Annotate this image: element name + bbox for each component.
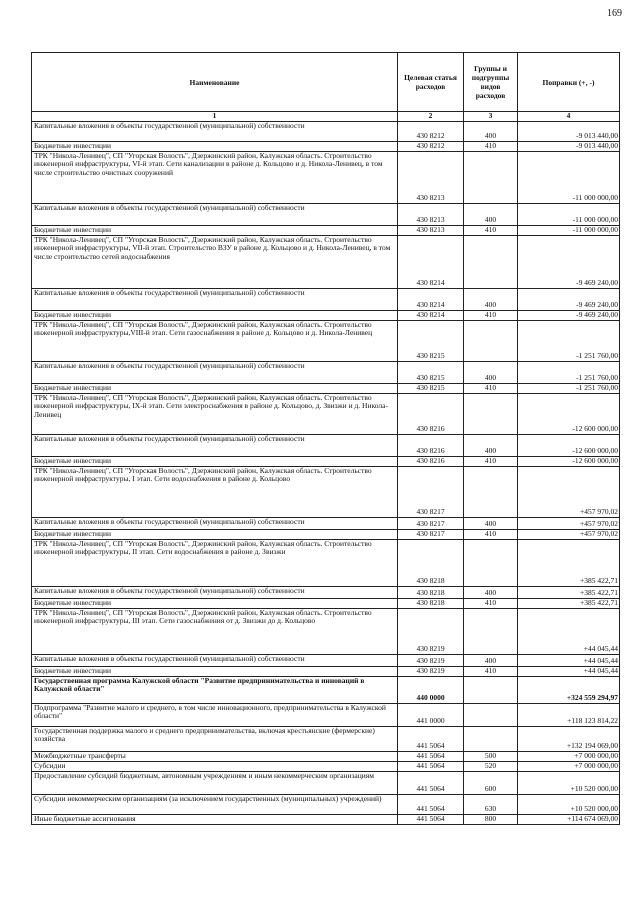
column-number-row (32, 112, 620, 122)
row-code-cell: 430 8219 (398, 608, 464, 654)
page-number: 169 (607, 8, 622, 19)
row-group-cell: 410 (464, 529, 518, 539)
row-group-cell: 400 (464, 203, 518, 225)
row-amount-cell: -9 469 240,00 (518, 310, 620, 320)
row-name-cell: Капитальные вложения в объекты государственной (муниципальной) собственности (32, 361, 398, 383)
row-name-cell: ТРК "Никола-Ленивец", СП "Угорская Волость", Дзержинский район, Калужская область. Строительство инженерной инфраструктуры, III этап. Сети газоснабжения от д. Звизжи до д. Кольцово (32, 608, 398, 654)
table-row (32, 225, 620, 235)
table-row (32, 608, 620, 654)
row-name-cell: ТРК "Никола-Ленивец", СП "Угорская Волость", Дзержинский район, Калужская область. Строительство инженерной инфраструктуры, IX-й этап. Сети электроснабжения в районе д. Кольцово, д. Звизжи и д. Никола-Ленивец (32, 393, 398, 434)
column-number: 1 (32, 112, 398, 122)
row-amount-cell: +7 000 000,00 (518, 751, 620, 761)
table-row (32, 814, 620, 824)
row-code-cell: 430 8214 (398, 288, 464, 310)
row-code-cell: 430 8213 (398, 225, 464, 235)
table-row (32, 761, 620, 771)
row-group-cell: 400 (464, 121, 518, 141)
table-row (32, 703, 620, 726)
row-amount-cell: -11 000 000,00 (518, 151, 620, 203)
table-row (32, 654, 620, 666)
row-code-cell: 430 8216 (398, 456, 464, 466)
row-code-cell: 430 8214 (398, 310, 464, 320)
row-amount-cell: -1 251 760,00 (518, 361, 620, 383)
row-amount-cell: -11 000 000,00 (518, 225, 620, 235)
row-amount-cell: -1 251 760,00 (518, 320, 620, 361)
row-name-cell: Бюджетные инвестиции (32, 225, 398, 235)
table-row (32, 586, 620, 598)
row-name-cell: Бюджетные инвестиции (32, 598, 398, 608)
row-amount-cell: -9 469 240,00 (518, 235, 620, 288)
row-code-cell: 441 5064 (398, 726, 464, 751)
row-group-cell: 400 (464, 517, 518, 529)
row-group-cell (464, 726, 518, 751)
row-group-cell: 400 (464, 361, 518, 383)
row-name-cell: Капитальные вложения в объекты государственной (муниципальной) собственности (32, 288, 398, 310)
row-group-cell: 600 (464, 771, 518, 794)
row-amount-cell: +10 520 000,00 (518, 794, 620, 814)
row-code-cell: 441 5064 (398, 771, 464, 794)
row-amount-cell: -1 251 760,00 (518, 383, 620, 393)
row-name-cell: Бюджетные инвестиции (32, 141, 398, 151)
table-row (32, 393, 620, 434)
row-name-cell: Капитальные вложения в объекты государственной (муниципальной) собственности (32, 654, 398, 666)
row-amount-cell: +118 123 814,22 (518, 703, 620, 726)
row-amount-cell: +44 045,44 (518, 654, 620, 666)
table-row (32, 751, 620, 761)
row-amount-cell: +44 045,44 (518, 666, 620, 676)
row-code-cell: 430 8217 (398, 466, 464, 517)
table-row (32, 794, 620, 814)
row-code-cell: 430 8217 (398, 529, 464, 539)
row-name-cell: Бюджетные инвестиции (32, 310, 398, 320)
row-amount-cell: +114 674 069,00 (518, 814, 620, 824)
row-code-cell: 430 8215 (398, 361, 464, 383)
row-group-cell: 400 (464, 288, 518, 310)
row-amount-cell: +324 559 294,97 (518, 676, 620, 703)
row-name-cell: ТРК "Никола-Ленивец", СП "Угорская Волость", Дзержинский район, Калужская область. Строительство инженерной инфраструктуры, II этап. Сети водоснабжения в районе д. Звизжи (32, 539, 398, 586)
row-amount-cell: -11 000 000,00 (518, 203, 620, 225)
row-code-cell: 430 8219 (398, 666, 464, 676)
table-row (32, 235, 620, 288)
row-name-cell: Бюджетные инвестиции (32, 383, 398, 393)
row-code-cell: 430 8218 (398, 598, 464, 608)
table-row (32, 434, 620, 456)
row-code-cell: 430 8212 (398, 141, 464, 151)
row-group-cell (464, 676, 518, 703)
row-code-cell: 430 8216 (398, 393, 464, 434)
row-code-cell: 430 8219 (398, 654, 464, 666)
row-amount-cell: -12 600 000,00 (518, 456, 620, 466)
row-group-cell: 410 (464, 456, 518, 466)
row-group-cell: 400 (464, 654, 518, 666)
row-code-cell: 441 5064 (398, 751, 464, 761)
row-group-cell (464, 608, 518, 654)
row-name-cell: ТРК "Никола-Ленивец", СП "Угорская Волость", Дзержинский район, Калужская область. Строительство инженерной инфраструктуры, VI-й этап. Сети канализации в районе д. Кольцово и д. Никола-Ленивец, в том числе строительство очистных сооружений (32, 151, 398, 203)
row-group-cell: 410 (464, 383, 518, 393)
table-row (32, 288, 620, 310)
table-row (32, 456, 620, 466)
row-group-cell (464, 466, 518, 517)
row-amount-cell: +44 045,44 (518, 608, 620, 654)
row-group-cell (464, 393, 518, 434)
table-row (32, 203, 620, 225)
row-name-cell: ТРК "Никола-Ленивец", СП "Угорская Волость", Дзержинский район, Калужская область. Строительство инженерной инфраструктуры,VIII-й этап. Сети газоснабжения в районе д. Кольцово и д. Никола-Ленивец (32, 320, 398, 361)
row-group-cell: 410 (464, 225, 518, 235)
table-row (32, 529, 620, 539)
row-code-cell: 430 8212 (398, 121, 464, 141)
row-name-cell: Капитальные вложения в объекты государственной (муниципальной) собственности (32, 517, 398, 529)
row-name-cell: Бюджетные инвестиции (32, 666, 398, 676)
row-code-cell: 430 8214 (398, 235, 464, 288)
row-name-cell: Государственная программа Калужской области "Развитие предпринимательства и инноваций в Калужской области" (32, 676, 398, 703)
row-code-cell: 441 5064 (398, 814, 464, 824)
column-number: 2 (398, 112, 464, 122)
table-row (32, 141, 620, 151)
row-code-cell: 430 8218 (398, 586, 464, 598)
row-name-cell: Субсидии некоммерческим организациям (за исключением государственных (муниципальных) учреждений) (32, 794, 398, 814)
row-amount-cell: +457 970,02 (518, 466, 620, 517)
header-amount: Поправки (+, -) (518, 53, 620, 112)
row-name-cell: ТРК "Никола-Ленивец", СП "Угорская Волость", Дзержинский район, Калужская область. Строительство инженерной инфраструктуры, I этап. Сети водоснабжения в районе д. Кольцово (32, 466, 398, 517)
row-amount-cell: +10 520 000,00 (518, 771, 620, 794)
row-group-cell: 800 (464, 814, 518, 824)
row-name-cell: Капитальные вложения в объекты государственной (муниципальной) собственности (32, 434, 398, 456)
row-name-cell: Капитальные вложения в объекты государственной (муниципальной) собственности (32, 203, 398, 225)
row-amount-cell: +385 422,71 (518, 598, 620, 608)
header-group: Группы и подгруппы видов расходов (464, 53, 518, 112)
row-group-cell: 410 (464, 666, 518, 676)
row-name-cell: Подпрограмма "Развитие малого и среднего, в том числе инновационного, предпринимательства в Калужской области" (32, 703, 398, 726)
row-name-cell: Предоставление субсидий бюджетным, автономным учреждениям и иным некоммерческим организациям (32, 771, 398, 794)
row-amount-cell: +457 970,02 (518, 517, 620, 529)
budget-amendments-table (31, 52, 620, 825)
row-name-cell: ТРК "Никола-Ленивец", СП "Угорская Волость", Дзержинский район, Калужская область. Строительство инженерной инфраструктуры, VII-й этап. Строительство ВЗУ в районе д. Кольцово и д. Никола-Ленивец, в том числе строительство сетей водоснабжения (32, 235, 398, 288)
row-code-cell: 430 8213 (398, 151, 464, 203)
row-name-cell: Субсидии (32, 761, 398, 771)
row-amount-cell: -9 013 440,00 (518, 141, 620, 151)
row-name-cell: Иные бюджетные ассигнования (32, 814, 398, 824)
row-name-cell: Межбюджетные трансферты (32, 751, 398, 761)
row-code-cell: 430 8217 (398, 517, 464, 529)
row-code-cell: 441 5064 (398, 794, 464, 814)
row-amount-cell: +385 422,71 (518, 586, 620, 598)
row-code-cell: 430 8215 (398, 320, 464, 361)
row-group-cell (464, 151, 518, 203)
table-row (32, 666, 620, 676)
table-header-row (32, 53, 620, 112)
row-group-cell: 520 (464, 761, 518, 771)
table-row (32, 598, 620, 608)
row-code-cell: 441 0000 (398, 703, 464, 726)
row-amount-cell: +385 422,71 (518, 539, 620, 586)
table-row (32, 383, 620, 393)
row-code-cell: 430 8216 (398, 434, 464, 456)
table-row (32, 320, 620, 361)
row-name-cell: Капитальные вложения в объекты государственной (муниципальной) собственности (32, 586, 398, 598)
row-group-cell: 500 (464, 751, 518, 761)
row-code-cell: 441 5064 (398, 761, 464, 771)
header-name: Наименование (32, 53, 398, 112)
table-row (32, 361, 620, 383)
table-row (32, 310, 620, 320)
table-row (32, 771, 620, 794)
row-amount-cell: -12 600 000,00 (518, 434, 620, 456)
row-group-cell (464, 539, 518, 586)
header-code: Целевая статья расходов (398, 53, 464, 112)
row-group-cell: 410 (464, 598, 518, 608)
row-group-cell (464, 320, 518, 361)
row-group-cell: 400 (464, 434, 518, 456)
table-row (32, 121, 620, 141)
row-code-cell: 430 8213 (398, 203, 464, 225)
table-row (32, 539, 620, 586)
table-row (32, 466, 620, 517)
column-number: 4 (518, 112, 620, 122)
row-code-cell: 430 8215 (398, 383, 464, 393)
row-group-cell: 400 (464, 586, 518, 598)
row-name-cell: Бюджетные инвестиции (32, 456, 398, 466)
column-number: 3 (464, 112, 518, 122)
row-amount-cell: -9 013 440,00 (518, 121, 620, 141)
table-row (32, 676, 620, 703)
table-body (32, 121, 620, 824)
row-group-cell (464, 235, 518, 288)
row-name-cell: Капитальные вложения в объекты государственной (муниципальной) собственности (32, 121, 398, 141)
row-amount-cell: +457 970,02 (518, 529, 620, 539)
row-group-cell: 410 (464, 141, 518, 151)
row-amount-cell: +7 000 000,00 (518, 761, 620, 771)
row-code-cell: 430 8218 (398, 539, 464, 586)
row-amount-cell: -9 469 240,00 (518, 288, 620, 310)
table-row (32, 726, 620, 751)
row-amount-cell: +132 194 069,00 (518, 726, 620, 751)
row-name-cell: Бюджетные инвестиции (32, 529, 398, 539)
row-group-cell: 410 (464, 310, 518, 320)
row-group-cell: 630 (464, 794, 518, 814)
row-code-cell: 440 0000 (398, 676, 464, 703)
table-row (32, 151, 620, 203)
row-name-cell: Государственная поддержка малого и среднего предпринимательства, включая крестьянские (фермерские) хозяйства (32, 726, 398, 751)
row-group-cell (464, 703, 518, 726)
row-amount-cell: -12 600 000,00 (518, 393, 620, 434)
table-row (32, 517, 620, 529)
